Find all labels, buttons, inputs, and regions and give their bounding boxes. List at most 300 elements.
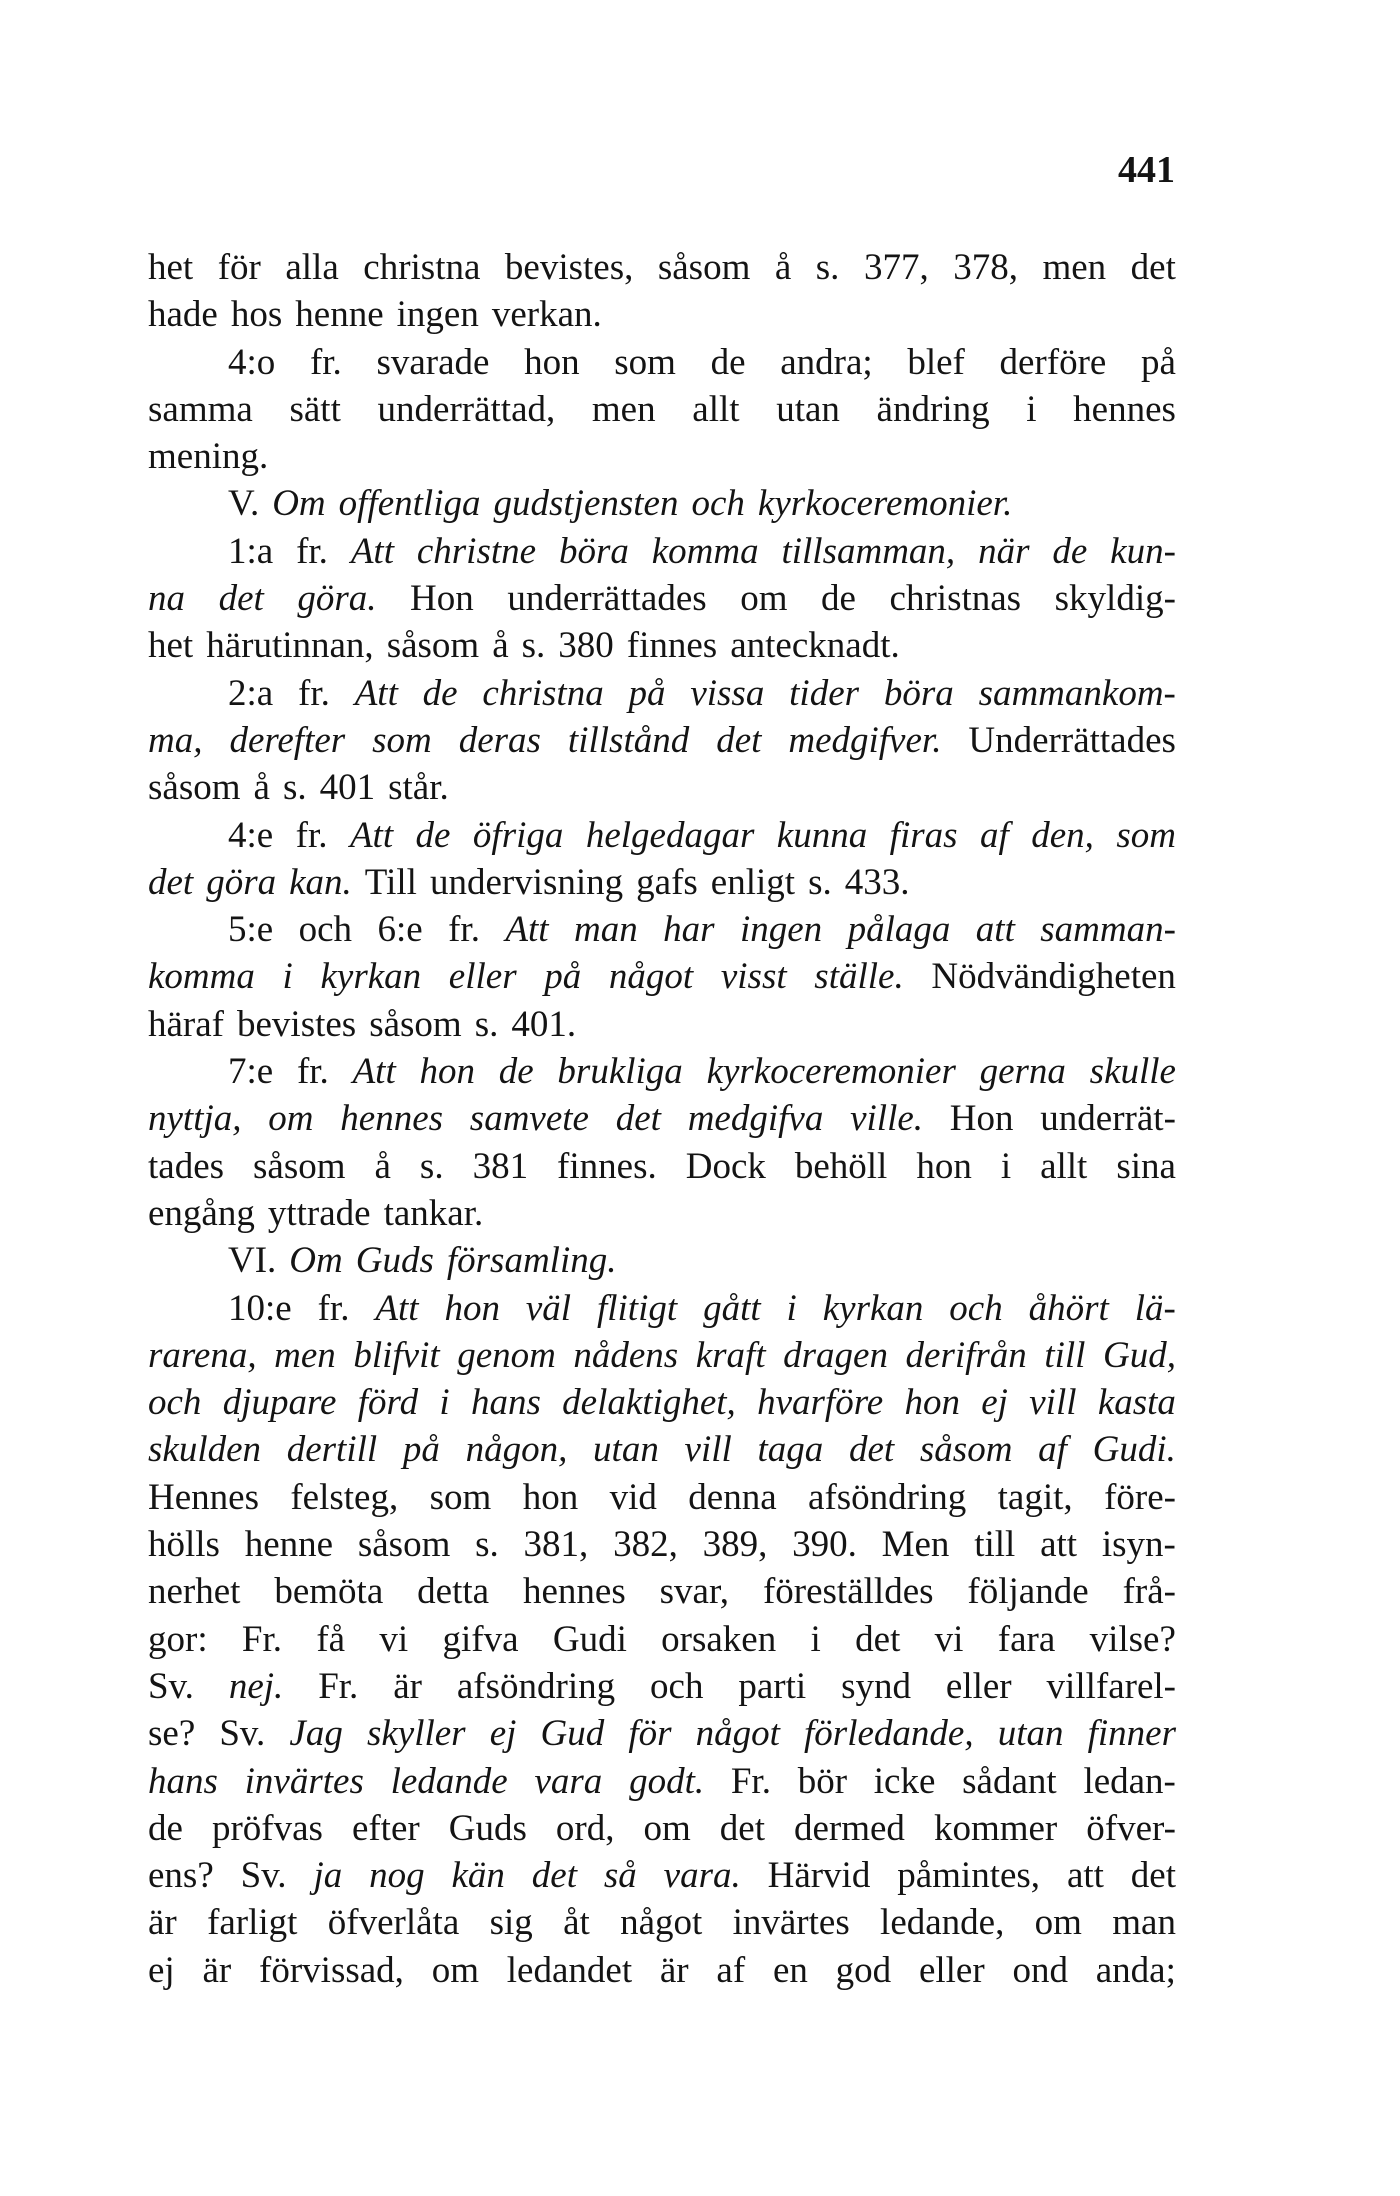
word: ord, [555,1807,615,1849]
word: farligt [207,1902,298,1944]
word: skyldig- [1054,578,1176,620]
italic-word: taga [757,1429,824,1471]
italic-word: väl [525,1287,572,1329]
word: s. [815,247,840,288]
word: allt [1040,1145,1088,1187]
word: 381, [523,1524,589,1566]
text-line [148,1332,1176,1379]
italic-word: någon, [465,1429,568,1471]
italic-word: skyller [366,1713,466,1755]
word: som [614,341,676,383]
word: hennes [1073,388,1176,430]
word: 1:a [228,530,274,572]
word: tankar. [383,1192,484,1234]
italic-word: eller [448,956,517,998]
word: vilse? [1089,1618,1176,1660]
word: sådant [962,1760,1057,1802]
text-line [148,859,1176,906]
italic-word: hennes [340,1098,444,1140]
italic-word: som [1116,814,1176,856]
italic-word: de [415,814,451,856]
word: se? [148,1713,196,1755]
italic-word: öfriga [472,814,564,856]
word: såsom [357,1524,451,1566]
text-line [148,1190,1176,1237]
italic-word: något [695,1713,780,1755]
word: afsöndring [808,1476,967,1518]
word: de [148,1807,183,1849]
text-line [148,339,1176,386]
italic-word: vill [684,1429,732,1471]
italic-word: utan [593,1429,659,1471]
word: henne [244,1524,334,1566]
word: såsom [369,1003,462,1045]
word: Sv. [240,1855,287,1897]
body-text [148,244,1176,1994]
word: 4:e [228,814,274,856]
text-line [148,1285,1176,1332]
italic-word: af [1038,1429,1067,1471]
word: 389, [702,1524,768,1566]
italic-word: när [978,530,1030,572]
text-line [148,906,1176,953]
italic-word: vara [534,1760,603,1802]
word: het [148,625,194,667]
word: Till [364,861,417,903]
italic-word: man [573,909,638,951]
italic-word: nådens [573,1334,679,1376]
italic-word: deras [458,719,541,761]
word: orsaken [661,1618,777,1660]
italic-word: såsom [919,1429,1013,1471]
text-line [148,1001,1176,1048]
word: fr. [317,1287,350,1329]
word: Sv. [148,1665,194,1707]
italic-word: det [148,861,194,903]
italic-word: tillstånd [567,719,690,761]
italic-word: djupare [222,1382,337,1424]
italic-word: ja [313,1855,343,1897]
text-line [148,953,1176,1000]
text-line [148,1568,1176,1615]
italic-word: brukliga [557,1051,683,1093]
italic-word: de [498,1051,534,1093]
word: tagit, [997,1476,1073,1518]
word: före- [1104,1476,1176,1518]
word: verkan. [491,294,602,336]
word: 6:e [377,909,423,951]
italic-word: komma [651,530,759,572]
word: gafs [636,861,698,903]
word: är [202,1949,232,1991]
italic-word: nej. [228,1665,284,1707]
word: öfverlåta [327,1902,460,1944]
text-line [148,1710,1176,1757]
text-line [148,1048,1176,1095]
italic-word: hans [470,1382,541,1424]
word: hölls [148,1524,220,1566]
italic-word: Gudi. [1092,1429,1176,1471]
word: fr. [298,672,330,714]
italic-word: för [628,1713,672,1755]
word: s. [282,767,307,809]
word: i [1026,388,1037,430]
word: ingen [396,294,479,336]
italic-word: pålaga [847,909,951,951]
word: å [774,247,792,288]
word: eller [918,1949,985,1991]
word: tades [148,1145,225,1187]
word: VI. [228,1240,277,1282]
italic-word: medgifva [687,1098,824,1140]
word: öfver- [1086,1807,1176,1849]
word: gifva [442,1618,519,1660]
italic-word: lä- [1134,1287,1176,1329]
italic-word: de [422,672,458,714]
word: såsom [386,625,480,667]
word: fr. [296,530,328,572]
word: Fr. [318,1665,359,1707]
word: samma [148,388,253,430]
word: parti [738,1665,807,1707]
italic-word: Guds [355,1240,434,1282]
word: 401. [511,1003,577,1045]
word: ändring [876,388,990,430]
word: fr. [296,1051,329,1093]
word: andra; [780,341,873,383]
word: 7:e [228,1051,274,1093]
italic-word: medgifver. [788,719,942,761]
word: att [1066,1855,1104,1897]
italic-word: invärtes [244,1760,364,1802]
word: på [1140,341,1176,383]
word: hon [916,1145,972,1187]
page-number: 441 [1118,149,1175,191]
word: s. [521,625,546,667]
word: ond [1012,1949,1068,1991]
word: synd [841,1665,911,1707]
italic-word: och [691,483,745,525]
italic-word: böra [558,530,629,572]
word: är [659,1949,689,1991]
text-line [148,1663,1176,1710]
italic-word: derefter [229,719,346,761]
word: om [1034,1902,1082,1944]
italic-word: skulle [1089,1051,1176,1093]
word: kommer [933,1807,1058,1849]
word: något [620,1902,703,1944]
italic-word: åhört [1028,1287,1109,1329]
word: 5:e [228,909,274,951]
word: i [1000,1145,1012,1187]
italic-word: kasta [1097,1382,1176,1424]
italic-word: förledande, [804,1713,974,1755]
italic-word: nog [369,1855,425,1897]
word: alla [285,247,339,288]
word: åt [563,1902,590,1944]
word: ledan- [1083,1760,1176,1802]
word: s. [808,861,832,903]
word: det [1130,247,1176,288]
word: ledande, [880,1902,1005,1944]
italic-word: blifvit [353,1334,440,1376]
italic-word: vissa [690,672,765,714]
word: mening. [148,436,269,478]
text-line [148,528,1176,575]
italic-word: göra. [297,578,377,620]
italic-word: ej [981,1382,1008,1424]
word: ej [148,1949,175,1991]
italic-word: Att [352,1051,396,1093]
word: fara [997,1618,1056,1660]
italic-word: göra [206,861,277,903]
text-line [148,1095,1176,1142]
italic-word: ledande [390,1760,508,1802]
word: af [716,1949,746,1991]
italic-word: den, [1031,814,1094,856]
text-line [148,717,1176,764]
word: 390. [792,1524,857,1566]
word: det [1130,1855,1176,1897]
word: blef [907,341,965,383]
italic-word: offentliga [338,483,481,525]
word: är [148,1902,177,1944]
italic-word: ställe. [814,956,904,998]
text-line [148,1899,1176,1946]
word: behöll [794,1145,888,1187]
italic-word: gerna [979,1051,1066,1093]
italic-word: kyrkan [320,956,422,998]
italic-word: vill [1029,1382,1077,1424]
word: het [148,247,194,288]
italic-word: i [282,956,293,998]
word: 433. [844,861,910,903]
italic-word: na [148,578,185,620]
italic-word: hon [419,1051,475,1093]
word: vi [379,1618,409,1660]
word: å [374,1145,391,1187]
italic-word: kyrkoceremonier [706,1051,956,1093]
text-line [148,575,1176,622]
word: 377, [863,247,929,288]
word: underrättad, [377,388,556,430]
italic-word: att [975,909,1015,951]
word: 382, [613,1524,678,1566]
word: felsteg, [290,1476,399,1518]
italic-word: ingen [739,909,823,951]
word: Dock [685,1145,766,1187]
word: såsom [148,767,241,809]
text-line [148,1947,1176,1994]
italic-word: tillsamman, [781,530,956,572]
word: Hon [410,578,474,620]
word: bör [797,1760,848,1802]
italic-word: gått [703,1287,761,1329]
italic-word: komma [148,956,255,998]
word: Underrättades [968,719,1176,761]
word: gor: [148,1618,208,1660]
italic-word: utan [997,1713,1064,1755]
word: dermed [793,1807,905,1849]
italic-word: så [603,1855,637,1897]
italic-word: till [1044,1334,1086,1376]
word: undervisning [429,861,624,903]
italic-word: gudstjensten [493,483,679,525]
italic-word: Att [505,909,549,951]
word: vid [609,1476,657,1518]
italic-word: Gud [540,1713,605,1755]
italic-word: finner [1087,1713,1176,1755]
italic-word: i [786,1287,797,1329]
word: och [650,1665,704,1707]
italic-word: ma, [148,719,203,761]
word: å [492,625,509,667]
italic-word: derifrån [905,1334,1027,1376]
italic-word: genom [457,1334,556,1376]
word: 2:a [228,672,274,714]
italic-word: som [372,719,432,761]
word: bemöta [274,1571,384,1613]
italic-word: godt. [629,1760,705,1802]
word: ens? [148,1855,214,1897]
italic-word: vara. [663,1855,741,1897]
word: påmintes, [897,1855,1041,1897]
word: engång [148,1192,255,1234]
word: 378, [953,247,1018,288]
word: Sv. [219,1713,266,1755]
word: härutinnan, [206,625,374,667]
italic-word: Jag [289,1713,343,1755]
word: fr. [309,341,342,383]
word: bevistes, [504,247,634,288]
italic-word: christna [482,672,604,714]
word: till [974,1524,1016,1566]
word: detta [417,1571,490,1613]
text-line [148,433,1176,480]
word: hon [522,1476,579,1518]
italic-word: det [716,719,762,761]
word: eller [945,1665,1012,1707]
italic-word: kan. [289,861,352,903]
italic-word: nyttja, [148,1098,242,1140]
word: man [1112,1902,1176,1944]
italic-word: kunna [776,814,868,856]
italic-word: dragen [783,1334,888,1376]
italic-word: kraft [695,1334,766,1376]
word: hade [148,294,218,336]
word: utan [776,388,840,430]
word: enligt [710,861,796,903]
word: Hon [949,1098,1014,1140]
word: sig [489,1902,533,1944]
text-line [148,386,1176,433]
word: villfarel- [1046,1665,1176,1707]
word: såsom [657,247,751,288]
word: pröfvas [211,1807,323,1849]
italic-word: hans [148,1760,218,1802]
text-line [148,480,1176,527]
word: fr. [295,814,328,856]
word: svarade [376,341,490,383]
word: afsöndring [456,1665,616,1707]
word: som [429,1476,492,1518]
italic-word: samman- [1040,909,1176,951]
italic-word: i [439,1382,450,1424]
italic-word: Att [350,530,394,572]
italic-word: kän [451,1855,505,1897]
word: Gudi [552,1618,627,1660]
italic-word: af [979,814,1009,856]
text-line [148,812,1176,859]
word: de [710,341,746,383]
word: efter [351,1807,420,1849]
italic-word: hon [904,1382,960,1424]
word: bevistes [237,1003,357,1045]
italic-word: rarena, [148,1334,257,1376]
italic-word: hon [444,1287,500,1329]
text-line [148,1237,1176,1284]
word: finnes. [557,1145,657,1187]
italic-word: ville. [850,1098,924,1140]
word: underrättades [507,578,707,620]
italic-word: kyrkan [822,1287,924,1329]
word: underrät- [1040,1098,1176,1140]
italic-word: hvarföre [757,1382,884,1424]
italic-word: församling. [446,1240,617,1282]
text-line [148,764,1176,811]
text-line [148,670,1176,717]
word: V. [228,483,260,525]
italic-word: det [531,1855,577,1897]
text-line [148,1852,1176,1899]
italic-word: christne [416,530,537,572]
italic-word: och [148,1382,202,1424]
word: Nödvändigheten [931,956,1176,998]
word: 401 [319,767,376,809]
italic-word: helgedagar [585,814,755,856]
italic-word: Att [375,1287,419,1329]
word: icke [873,1760,936,1802]
word: denna [688,1476,777,1518]
italic-word: skulden [148,1429,262,1471]
word: finnes [626,625,718,667]
word: förvissad, [259,1949,404,1991]
word: Hennes [148,1476,259,1518]
word: Härvid [767,1855,871,1897]
italic-word: Om [289,1240,343,1282]
word: christna [363,247,481,288]
italic-word: det [615,1098,661,1140]
word: s. [419,1145,444,1187]
word: god [835,1949,892,1991]
word: de [821,578,856,620]
word: Men [881,1524,950,1566]
word: en [772,1949,808,1991]
word: 4:o [228,341,276,383]
word: 381 [472,1145,529,1187]
word: ledandet [506,1949,633,1991]
text-line [148,1426,1176,1473]
word: invärtes [732,1902,850,1944]
word: frå- [1122,1571,1176,1613]
word: christnas [889,578,1022,620]
italic-word: samvete [469,1098,589,1140]
word: följande [967,1571,1089,1613]
italic-word: dertill [286,1429,378,1471]
word: är [393,1665,422,1707]
word: få [316,1618,346,1660]
italic-word: på [628,672,666,714]
